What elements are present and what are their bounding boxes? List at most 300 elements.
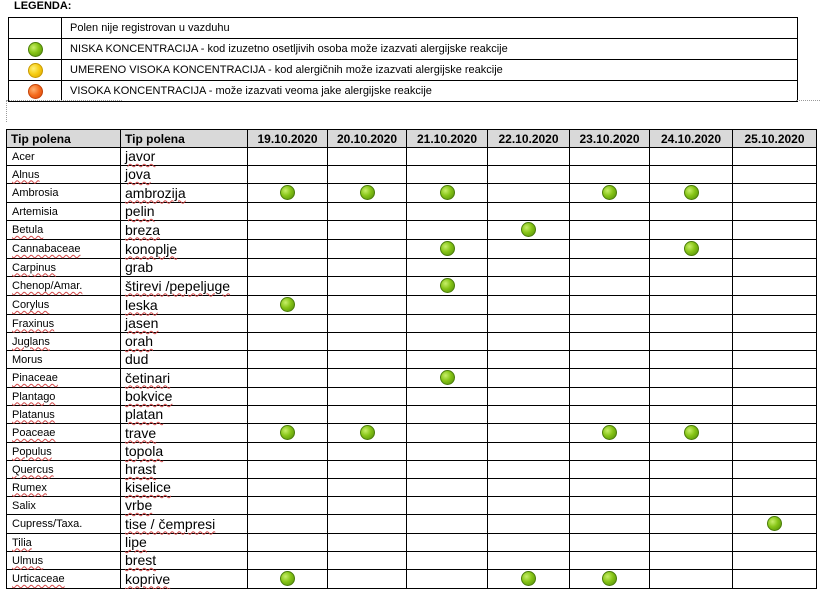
concentration-cell bbox=[328, 479, 407, 497]
concentration-cell bbox=[733, 184, 817, 203]
concentration-cell bbox=[248, 388, 328, 406]
latin-name-cell bbox=[7, 388, 121, 406]
latin-name-cell bbox=[7, 443, 121, 461]
latin-name-cell bbox=[7, 221, 121, 240]
concentration-cell bbox=[650, 497, 733, 515]
column-header-pollen-type: Tip polena bbox=[121, 130, 248, 148]
legend-label: UMERENO VISOKA KONCENTRACIJA - kod alergičnih može izazvati alergijske reakcije bbox=[62, 60, 798, 81]
latin-name: Cupress/Taxa. bbox=[12, 518, 83, 530]
table-row bbox=[7, 259, 817, 277]
legend-label: NISKA KONCENTRACIJA - kod izuzetno osetljivih osoba može izazvati alergijske reakcije bbox=[62, 39, 798, 60]
latin-name: Quercus bbox=[12, 463, 54, 476]
legend-table bbox=[8, 17, 798, 102]
section-divider-vertical bbox=[6, 100, 7, 122]
concentration-cell bbox=[248, 515, 328, 534]
concentration-cell bbox=[407, 534, 488, 552]
concentration-cell bbox=[733, 240, 817, 259]
latin-name-cell bbox=[7, 424, 121, 443]
local-name-cell bbox=[121, 388, 248, 406]
concentration-cell bbox=[570, 315, 650, 333]
concentration-cell bbox=[570, 221, 650, 240]
concentration-dot-icon bbox=[28, 42, 43, 57]
concentration-dot-icon bbox=[521, 222, 536, 237]
concentration-dot-icon bbox=[767, 516, 782, 531]
concentration-dot-icon bbox=[28, 63, 43, 78]
latin-name: Juglans bbox=[12, 335, 50, 348]
concentration-cell bbox=[488, 479, 570, 497]
local-name-cell bbox=[121, 534, 248, 552]
concentration-cell bbox=[488, 570, 570, 589]
local-name-cell bbox=[121, 443, 248, 461]
concentration-cell bbox=[407, 479, 488, 497]
column-header-date: 23.10.2020 bbox=[570, 130, 650, 148]
local-name: štirevi /pepeljuge bbox=[125, 277, 231, 294]
concentration-cell bbox=[488, 315, 570, 333]
concentration-cell bbox=[488, 552, 570, 570]
concentration-cell bbox=[248, 424, 328, 443]
legend-icon-cell bbox=[9, 81, 62, 102]
latin-name-cell bbox=[7, 315, 121, 333]
local-name: kiselice bbox=[125, 479, 171, 495]
concentration-dot-icon bbox=[280, 571, 295, 586]
table-row bbox=[7, 184, 817, 203]
concentration-cell bbox=[248, 221, 328, 240]
concentration-cell bbox=[328, 148, 407, 166]
local-name: orah bbox=[125, 333, 154, 349]
concentration-cell bbox=[650, 570, 733, 589]
concentration-cell bbox=[407, 221, 488, 240]
table-row bbox=[7, 406, 817, 424]
concentration-cell bbox=[328, 333, 407, 351]
latin-name-cell bbox=[7, 406, 121, 424]
local-name: vrbe bbox=[125, 497, 153, 513]
latin-name-cell bbox=[7, 351, 121, 369]
latin-name: Corylus bbox=[12, 299, 50, 311]
latin-name-cell bbox=[7, 240, 121, 259]
concentration-cell bbox=[407, 315, 488, 333]
latin-name-cell bbox=[7, 166, 121, 184]
concentration-cell bbox=[733, 552, 817, 570]
concentration-cell bbox=[570, 240, 650, 259]
column-header-date: 20.10.2020 bbox=[328, 130, 407, 148]
concentration-cell bbox=[328, 497, 407, 515]
latin-name: Betula bbox=[12, 224, 44, 236]
concentration-cell bbox=[328, 552, 407, 570]
local-name-cell bbox=[121, 570, 248, 589]
concentration-cell bbox=[650, 277, 733, 296]
concentration-cell bbox=[733, 166, 817, 184]
local-name-cell bbox=[121, 333, 248, 351]
concentration-cell bbox=[488, 497, 570, 515]
table-row bbox=[7, 296, 817, 315]
section-divider-left bbox=[6, 100, 122, 101]
concentration-cell bbox=[733, 315, 817, 333]
concentration-dot-icon bbox=[602, 571, 617, 586]
local-name: koprive bbox=[125, 570, 171, 587]
concentration-cell bbox=[328, 515, 407, 534]
concentration-cell bbox=[248, 369, 328, 388]
concentration-cell bbox=[733, 424, 817, 443]
concentration-cell bbox=[650, 184, 733, 203]
concentration-cell bbox=[407, 570, 488, 589]
concentration-cell bbox=[570, 388, 650, 406]
concentration-dot-icon bbox=[280, 185, 295, 200]
concentration-cell bbox=[570, 148, 650, 166]
concentration-cell bbox=[328, 240, 407, 259]
table-row bbox=[7, 240, 817, 259]
concentration-cell bbox=[248, 552, 328, 570]
concentration-dot-icon bbox=[684, 241, 699, 256]
concentration-cell bbox=[328, 351, 407, 369]
latin-name: Fraxinus bbox=[12, 317, 55, 330]
concentration-cell bbox=[248, 443, 328, 461]
concentration-cell bbox=[328, 259, 407, 277]
concentration-dot-icon bbox=[28, 84, 43, 99]
concentration-dot-icon bbox=[602, 185, 617, 200]
column-header-date: 22.10.2020 bbox=[488, 130, 570, 148]
local-name: trave bbox=[125, 424, 157, 441]
concentration-cell bbox=[570, 443, 650, 461]
concentration-cell bbox=[570, 184, 650, 203]
concentration-cell bbox=[650, 351, 733, 369]
latin-name: Artemisia bbox=[12, 205, 58, 218]
latin-name-cell bbox=[7, 333, 121, 351]
concentration-cell bbox=[407, 166, 488, 184]
concentration-cell bbox=[650, 534, 733, 552]
latin-name: Pinaceae bbox=[12, 372, 58, 384]
latin-name-cell bbox=[7, 497, 121, 515]
concentration-cell bbox=[488, 277, 570, 296]
concentration-cell bbox=[488, 369, 570, 388]
table-row bbox=[7, 166, 817, 184]
concentration-cell bbox=[328, 406, 407, 424]
table-row bbox=[7, 351, 817, 369]
local-name: jova bbox=[125, 166, 151, 182]
concentration-cell bbox=[650, 259, 733, 277]
concentration-cell bbox=[733, 534, 817, 552]
latin-name-cell bbox=[7, 534, 121, 552]
concentration-cell bbox=[650, 221, 733, 240]
local-name-cell bbox=[121, 166, 248, 184]
local-name: jasen bbox=[125, 315, 159, 331]
local-name: bokvice bbox=[125, 388, 173, 404]
local-name: pelin bbox=[125, 203, 155, 219]
concentration-cell bbox=[570, 461, 650, 479]
local-name: ambrozija bbox=[125, 184, 186, 201]
concentration-dot-icon bbox=[521, 571, 536, 586]
concentration-cell bbox=[328, 388, 407, 406]
concentration-cell bbox=[407, 388, 488, 406]
latin-name-cell bbox=[7, 184, 121, 203]
table-row bbox=[7, 148, 817, 166]
concentration-cell bbox=[570, 277, 650, 296]
table-row bbox=[7, 552, 817, 570]
concentration-cell bbox=[407, 406, 488, 424]
concentration-cell bbox=[488, 534, 570, 552]
concentration-cell bbox=[733, 259, 817, 277]
local-name: topola bbox=[125, 443, 164, 459]
concentration-cell bbox=[733, 443, 817, 461]
concentration-cell bbox=[248, 534, 328, 552]
table-row bbox=[7, 443, 817, 461]
local-name-cell bbox=[121, 351, 248, 369]
local-name-cell bbox=[121, 296, 248, 315]
concentration-cell bbox=[488, 388, 570, 406]
local-name-cell bbox=[121, 424, 248, 443]
local-name: lipe bbox=[125, 534, 147, 550]
local-name-cell bbox=[121, 203, 248, 221]
latin-name: Acer bbox=[12, 150, 35, 163]
concentration-cell bbox=[407, 515, 488, 534]
latin-name: Salix bbox=[12, 499, 36, 512]
table-row bbox=[7, 479, 817, 497]
concentration-cell bbox=[733, 333, 817, 351]
concentration-cell bbox=[407, 424, 488, 443]
table-row bbox=[7, 315, 817, 333]
concentration-cell bbox=[570, 497, 650, 515]
latin-name-cell bbox=[7, 259, 121, 277]
concentration-cell bbox=[248, 315, 328, 333]
concentration-cell bbox=[733, 203, 817, 221]
latin-name: Alnus bbox=[12, 168, 40, 181]
concentration-cell bbox=[733, 570, 817, 589]
local-name-cell bbox=[121, 497, 248, 515]
concentration-cell bbox=[570, 369, 650, 388]
concentration-cell bbox=[650, 461, 733, 479]
concentration-cell bbox=[407, 259, 488, 277]
concentration-dot-icon bbox=[360, 425, 375, 440]
concentration-cell bbox=[248, 184, 328, 203]
local-name: konoplje bbox=[125, 240, 178, 257]
legend-label: Polen nije registrovan u vazduhu bbox=[62, 18, 798, 39]
legend-row bbox=[9, 60, 798, 81]
local-name-cell bbox=[121, 184, 248, 203]
column-header-pollen-type: Tip polena bbox=[7, 130, 121, 148]
latin-name: Plantago bbox=[12, 390, 56, 403]
local-name: četinari bbox=[125, 369, 171, 386]
concentration-cell bbox=[248, 277, 328, 296]
latin-name: Chenop/Amar. bbox=[12, 280, 83, 292]
concentration-dot-icon bbox=[440, 241, 455, 256]
table-row bbox=[7, 333, 817, 351]
concentration-cell bbox=[650, 148, 733, 166]
concentration-cell bbox=[248, 259, 328, 277]
concentration-dot-icon bbox=[280, 297, 295, 312]
table-row bbox=[7, 424, 817, 443]
legend-title: LEGENDA: bbox=[14, 0, 72, 12]
latin-name: Rumex bbox=[12, 481, 47, 494]
local-name-cell bbox=[121, 259, 248, 277]
concentration-cell bbox=[733, 515, 817, 534]
concentration-cell bbox=[407, 240, 488, 259]
concentration-cell bbox=[407, 369, 488, 388]
concentration-cell bbox=[650, 552, 733, 570]
concentration-cell bbox=[248, 570, 328, 589]
concentration-cell bbox=[650, 479, 733, 497]
concentration-cell bbox=[488, 148, 570, 166]
concentration-cell bbox=[248, 203, 328, 221]
concentration-dot-icon bbox=[440, 185, 455, 200]
concentration-cell bbox=[650, 443, 733, 461]
concentration-cell bbox=[488, 166, 570, 184]
concentration-cell bbox=[733, 221, 817, 240]
concentration-cell bbox=[328, 166, 407, 184]
concentration-cell bbox=[248, 497, 328, 515]
concentration-cell bbox=[407, 148, 488, 166]
concentration-cell bbox=[248, 406, 328, 424]
concentration-dot-icon bbox=[440, 370, 455, 385]
column-header-date: 21.10.2020 bbox=[407, 130, 488, 148]
concentration-cell bbox=[328, 203, 407, 221]
latin-name: Urticaceae bbox=[12, 573, 65, 585]
local-name-cell bbox=[121, 148, 248, 166]
latin-name-cell bbox=[7, 570, 121, 589]
concentration-cell bbox=[328, 296, 407, 315]
column-header-date: 24.10.2020 bbox=[650, 130, 733, 148]
concentration-cell bbox=[407, 333, 488, 351]
concentration-cell bbox=[650, 240, 733, 259]
concentration-cell bbox=[328, 369, 407, 388]
concentration-cell bbox=[570, 406, 650, 424]
concentration-cell bbox=[328, 277, 407, 296]
concentration-cell bbox=[407, 184, 488, 203]
table-row bbox=[7, 515, 817, 534]
concentration-cell bbox=[488, 406, 570, 424]
latin-name: Cannabaceae bbox=[12, 243, 81, 255]
local-name-cell bbox=[121, 369, 248, 388]
latin-name-cell bbox=[7, 369, 121, 388]
concentration-cell bbox=[733, 148, 817, 166]
legend-label: VISOKA KONCENTRACIJA - može izazvati veoma jake alergijske reakcije bbox=[62, 81, 798, 102]
latin-name: Ulmus bbox=[12, 554, 44, 567]
local-name-cell bbox=[121, 552, 248, 570]
table-row bbox=[7, 221, 817, 240]
concentration-cell bbox=[570, 552, 650, 570]
concentration-cell bbox=[733, 351, 817, 369]
concentration-cell bbox=[650, 388, 733, 406]
table-row bbox=[7, 497, 817, 515]
concentration-cell bbox=[248, 148, 328, 166]
latin-name-cell bbox=[7, 461, 121, 479]
concentration-cell bbox=[328, 424, 407, 443]
concentration-cell bbox=[570, 203, 650, 221]
local-name-cell bbox=[121, 277, 248, 296]
local-name: grab bbox=[125, 259, 154, 275]
concentration-cell bbox=[488, 333, 570, 351]
concentration-dot-icon bbox=[602, 425, 617, 440]
pollen-table bbox=[6, 129, 817, 589]
latin-name-cell bbox=[7, 552, 121, 570]
concentration-cell bbox=[407, 552, 488, 570]
local-name-cell bbox=[121, 515, 248, 534]
latin-name-cell bbox=[7, 148, 121, 166]
latin-name: Ambrosia bbox=[12, 187, 59, 199]
concentration-cell bbox=[570, 479, 650, 497]
table-row bbox=[7, 277, 817, 296]
concentration-cell bbox=[248, 240, 328, 259]
concentration-cell bbox=[328, 461, 407, 479]
column-header-date: 25.10.2020 bbox=[733, 130, 817, 148]
concentration-cell bbox=[488, 240, 570, 259]
concentration-dot-icon bbox=[684, 425, 699, 440]
concentration-cell bbox=[733, 497, 817, 515]
concentration-cell bbox=[570, 333, 650, 351]
concentration-cell bbox=[328, 570, 407, 589]
concentration-cell bbox=[328, 221, 407, 240]
concentration-cell bbox=[248, 333, 328, 351]
local-name: hrast bbox=[125, 461, 157, 477]
concentration-cell bbox=[488, 184, 570, 203]
latin-name: Populus bbox=[12, 445, 52, 458]
latin-name: Morus bbox=[12, 353, 43, 366]
concentration-cell bbox=[650, 369, 733, 388]
concentration-dot-icon bbox=[440, 278, 455, 293]
legend-row bbox=[9, 39, 798, 60]
legend-icon-cell bbox=[9, 18, 62, 39]
local-name-cell bbox=[121, 240, 248, 259]
column-header-date: 19.10.2020 bbox=[248, 130, 328, 148]
concentration-cell bbox=[488, 515, 570, 534]
concentration-cell bbox=[733, 388, 817, 406]
concentration-dot-icon bbox=[684, 185, 699, 200]
concentration-cell bbox=[328, 315, 407, 333]
latin-name-cell bbox=[7, 203, 121, 221]
concentration-cell bbox=[650, 406, 733, 424]
concentration-cell bbox=[650, 333, 733, 351]
local-name-cell bbox=[121, 221, 248, 240]
local-name-cell bbox=[121, 461, 248, 479]
local-name: leska bbox=[125, 296, 158, 313]
latin-name-cell bbox=[7, 515, 121, 534]
concentration-cell bbox=[248, 296, 328, 315]
concentration-cell bbox=[733, 479, 817, 497]
concentration-cell bbox=[407, 277, 488, 296]
concentration-cell bbox=[570, 534, 650, 552]
concentration-cell bbox=[407, 203, 488, 221]
concentration-cell bbox=[488, 424, 570, 443]
table-row bbox=[7, 461, 817, 479]
concentration-cell bbox=[328, 534, 407, 552]
concentration-dot-icon bbox=[360, 185, 375, 200]
local-name: javor bbox=[125, 148, 156, 164]
concentration-cell bbox=[570, 515, 650, 534]
concentration-cell bbox=[570, 166, 650, 184]
table-row bbox=[7, 534, 817, 552]
concentration-cell bbox=[570, 570, 650, 589]
local-name: tise / čempresi bbox=[125, 515, 216, 532]
concentration-cell bbox=[488, 461, 570, 479]
concentration-cell bbox=[488, 221, 570, 240]
concentration-cell bbox=[570, 259, 650, 277]
legend-row bbox=[9, 18, 798, 39]
concentration-cell bbox=[248, 166, 328, 184]
concentration-cell bbox=[570, 424, 650, 443]
concentration-cell bbox=[650, 166, 733, 184]
concentration-cell bbox=[407, 443, 488, 461]
latin-name-cell bbox=[7, 296, 121, 315]
latin-name-cell bbox=[7, 479, 121, 497]
local-name-cell bbox=[121, 479, 248, 497]
local-name: brest bbox=[125, 552, 157, 568]
concentration-cell bbox=[407, 497, 488, 515]
concentration-cell bbox=[488, 443, 570, 461]
legend-icon-cell bbox=[9, 39, 62, 60]
concentration-cell bbox=[733, 277, 817, 296]
local-name-cell bbox=[121, 315, 248, 333]
concentration-cell bbox=[248, 479, 328, 497]
concentration-cell bbox=[733, 296, 817, 315]
concentration-cell bbox=[650, 296, 733, 315]
